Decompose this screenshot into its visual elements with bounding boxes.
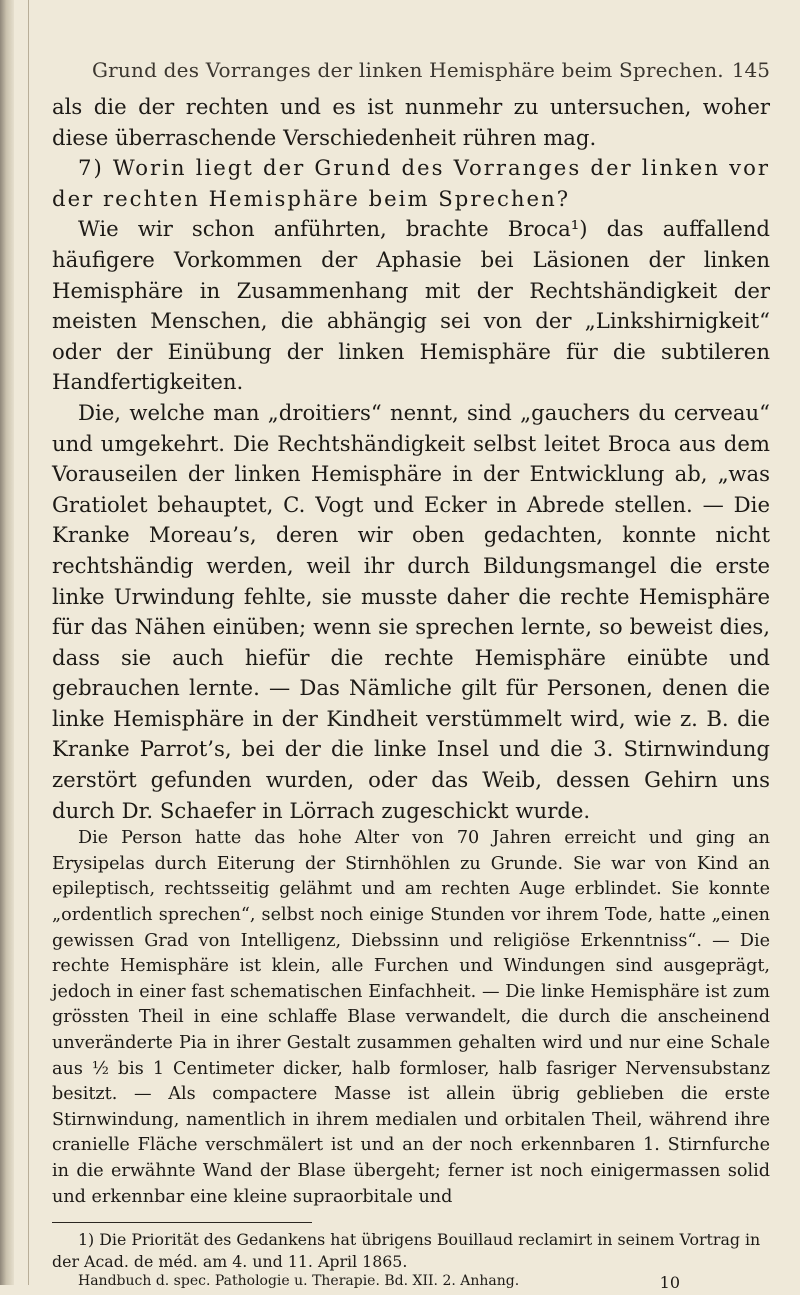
footnote: [52, 1229, 770, 1273]
running-title: Grund des Vorranges der linken Hemisphäre beim Sprechen.: [92, 58, 724, 82]
page-number: 145: [731, 58, 770, 82]
paragraph-4: Die, welche man „droitiers“ nennt, sind „gauchers du cerveau“ und umgekehrt. Die Rechtshändigkeit selbst leitet Broca aus dem Vorauseilen der linken Hemisphäre in der Entwicklung ab, „was Gratiolet behauptet, C. Vogt und Ecker in Abrede stellen. — Die Kranke Moreau’s, deren wir oben gedachten, konnte nicht rechtshändig werden, weil ihr durch Bildungsmangel die erste linke Urwindung fehlte, sie musste daher die rechte Hemisphäre für das Nähen einüben; wenn sie sprechen lernte, so beweist dies, dass sie auch hiefür die rechte Hemisphäre einübte und gebrauchen lernte. — Das Nämliche gilt für Personen, denen die linke Hemisphäre in der Kindheit verstümmelt wird, wie z. B. die Kranke Parrot’s, bei der die linke Insel und die 3. Stirnwindung zerstört gefunden wurden, oder das Weib, dessen Gehirn uns durch Dr. Schaefer in Lörrach zugeschickt wurde.: [52, 399, 770, 823]
page-edge-shadow: [0, 0, 14, 1285]
signature-mark: 10: [659, 1273, 680, 1293]
paragraph-1: als die der rechten und es ist nunmehr zu untersuchen, woher diese überraschende Verschiedenheit rühren mag.: [52, 94, 770, 150]
running-head: [52, 52, 770, 92]
page-footer: [52, 1273, 770, 1295]
section-heading-7: 7) Worin liegt der Grund des Vorranges der linken vor der rechten Hemisphäre beim Sprechen?: [52, 155, 770, 211]
book-page: [52, 52, 770, 1295]
case-report-small-print: [52, 826, 770, 1210]
footnote-rule: [52, 1222, 312, 1223]
paragraph-3: Wie wir schon anführten, brachte Broca¹) das auffallend häufigere Vorkommen der Aphasie bei Läsionen der linken Hemisphäre in Zusammenhang mit der Rechtshändigkeit der meisten Menschen, die abhängig sei von der „Linkshirnigkeit“ oder der Einübung der linken Hemisphäre für die subtileren Handfertigkeiten.: [52, 216, 770, 395]
main-text: [52, 92, 770, 826]
page-edge-line: [28, 0, 29, 1285]
imprint-line: Handbuch d. spec. Pathologie u. Therapie. Bd. XII. 2. Anhang.: [78, 1273, 520, 1290]
small-print-paragraph: Die Person hatte das hohe Alter von 70 Jahren erreicht und ging an Erysipelas durch Eiterung der Stirnhöhlen zu Grunde. Sie war von Kind an epileptisch, rechtsseitig gelähmt und am rechten Auge erblindet. Sie konnte „ordentlich sprechen“, selbst noch einige Stunden vor ihrem Tode, hatte „einen gewissen Grad von Intelligenz, Diebssinn und religiöse Erkenntniss“. — Die rechte Hemisphäre ist klein, alle Furchen und Windungen sind ausgeprägt, jedoch in einer fast schematischen Einfachheit. — Die linke Hemisphäre ist zum grössten Theil in eine schlaffe Blase verwandelt, die durch die anscheinend unveränderte Pia in ihrer Gestalt zusammen gehalten wird und nur eine Schale aus ½ bis 1 Centimeter dicker, halb formloser, halb fasriger Nervensubstanz besitzt. — Als compactere Masse ist allein übrig geblieben die erste Stirnwindung, namentlich in ihrem medialen und orbitalen Theil, während ihre cranielle Fläche verschmälert ist und an der noch erkennbaren 1. Stirnfurche in die erwähnte Wand der Blase übergeht; ferner ist noch einigermassen solid und erkennbar eine kleine supraorbitale und: [52, 828, 770, 1207]
footnote-1: 1) Die Priorität des Gedankens hat übrigens Bouillaud reclamirt in seinem Vortrag in der Acad. de méd. am 4. und 11. April 1865.: [52, 1230, 761, 1272]
